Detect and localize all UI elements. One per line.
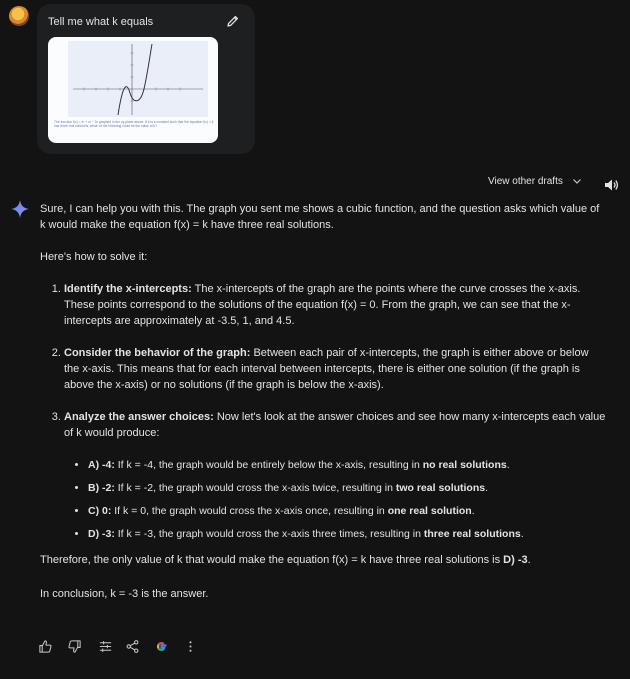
choice-item <box>88 457 606 473</box>
speaker-icon[interactable] <box>603 177 619 193</box>
step-title: Identify the x-intercepts: <box>64 283 192 295</box>
step-body: Between each pair of x-intercepts, the graph is either above or below the x-axis. This means that for each interval between intercepts, there is either one solution (if the graph is above the x-axis) or no solutions (if the graph is below the x-axis). <box>64 347 589 391</box>
choice-item <box>88 503 606 519</box>
how-to-line: Here's how to solve it: <box>40 251 148 263</box>
share-icon[interactable] <box>125 639 140 654</box>
choice-result: three real solutions <box>423 528 521 540</box>
response-body <box>40 201 606 602</box>
choice-label: B) -2: <box>88 482 115 494</box>
cubic-graph-thumbnail <box>68 41 208 117</box>
step-item <box>64 409 606 542</box>
conclusion-line <box>40 552 606 568</box>
choice-text: If k = -2, the graph would cross the x-axis twice, resulting in <box>114 482 396 494</box>
user-prompt-text: Tell me what k equals <box>48 16 154 28</box>
choice-item <box>88 480 606 496</box>
edit-pencil-icon[interactable] <box>226 14 240 28</box>
gemini-sparkle-icon <box>10 199 30 219</box>
view-drafts-label: View other drafts <box>488 176 563 187</box>
choice-label: A) -4: <box>88 459 115 471</box>
choice-result: no real solutions <box>422 459 507 471</box>
choice-label: C) 0: <box>88 505 112 517</box>
conclusion-text: Therefore, the only value of k that would make the equation f(x) = k have three real solutions is <box>40 554 504 566</box>
answer-choices-list <box>64 457 606 542</box>
choice-text: If k = -3, the graph would cross the x-axis three times, resulting in <box>114 528 424 540</box>
choice-end: . <box>471 505 475 517</box>
step-body: Now let's look at the answer choices and see how many x-intercepts each value of k would produce: <box>64 411 606 439</box>
conclusion-end: . <box>527 554 531 566</box>
step-item <box>64 345 606 393</box>
choice-result: one real solution <box>387 505 472 517</box>
step-title: Consider the behavior of the graph: <box>64 347 251 359</box>
step-item <box>64 281 606 329</box>
choice-item <box>88 526 606 542</box>
user-avatar <box>9 6 29 26</box>
choice-end: . <box>506 459 510 471</box>
image-caption-text: The function f(x) = x³ + x² − 2x graphed in the xy-plane above. If k is a constant such that the equation f(x) = k has three real solutions, which of the following could be the value of k? <box>54 120 214 129</box>
user-message-bubble <box>37 4 255 154</box>
more-options-icon[interactable] <box>183 639 198 654</box>
choice-end: . <box>520 528 524 540</box>
view-other-drafts-button[interactable] <box>488 176 582 187</box>
response-intro: Sure, I can help you with this. The graph you sent me shows a cubic function, and the question asks which value of k would make the equation f(x) = k have three real solutions. <box>40 203 600 231</box>
final-line: In conclusion, k = -3 is the answer. <box>40 588 209 600</box>
modify-response-icon[interactable] <box>98 639 113 654</box>
step-body: The x-intercepts of the graph are the points where the curve crosses the x-axis. These points correspond to the solutions of the equation f(x) = 0. From the graph, we can see that the x-intercepts are approximately at -3.5, 1, and 4.5. <box>64 283 581 327</box>
thumbs-down-icon[interactable] <box>67 639 82 654</box>
choice-text: If k = 0, the graph would cross the x-axis once, resulting in <box>111 505 388 517</box>
conclusion-answer: D) -3 <box>503 554 528 566</box>
attached-graph-image[interactable] <box>48 37 218 143</box>
chevron-down-icon <box>572 176 582 186</box>
thumbs-up-icon[interactable] <box>38 639 53 654</box>
solution-steps-list <box>40 281 606 542</box>
choice-result: two real solutions <box>395 482 486 494</box>
choice-text: If k = -4, the graph would be entirely below the x-axis, resulting in <box>114 459 423 471</box>
choice-label: D) -3: <box>88 528 115 540</box>
step-title: Analyze the answer choices: <box>64 411 214 423</box>
choice-end: . <box>485 482 489 494</box>
google-icon[interactable] <box>154 639 169 654</box>
